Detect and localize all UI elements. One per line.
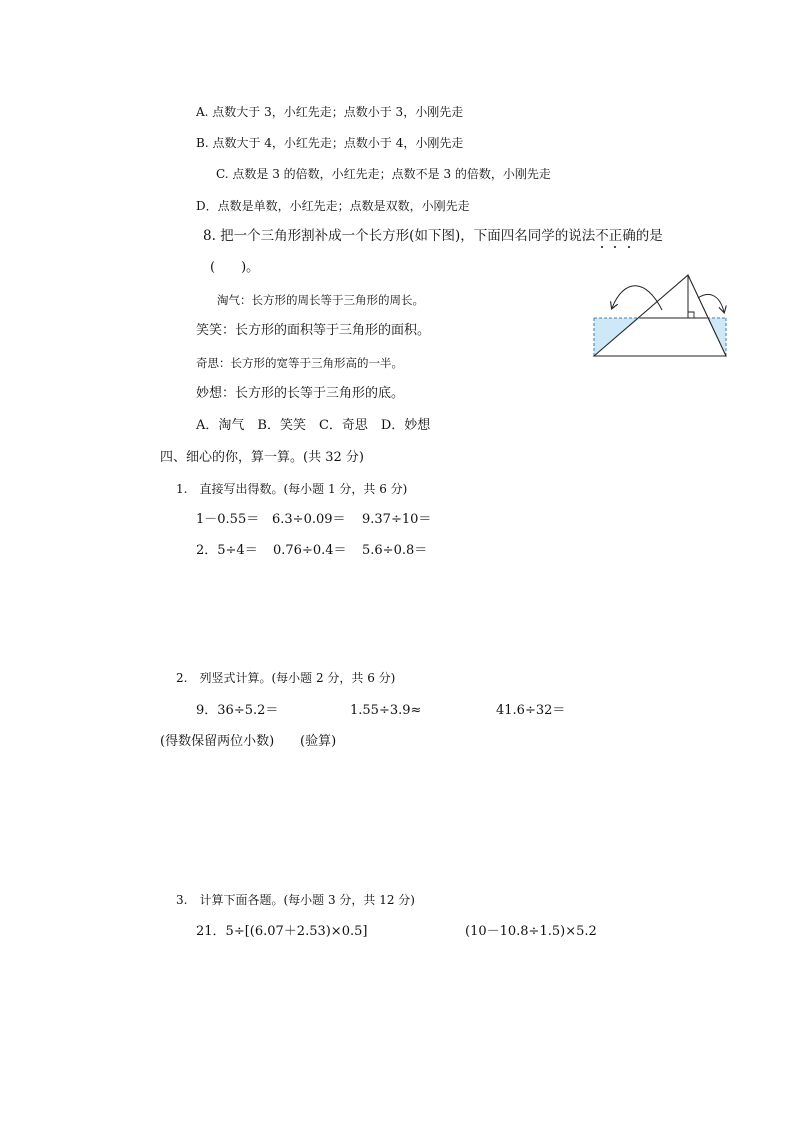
q8-answer-blank: ( )。: [210, 260, 260, 275]
p3-item-2: (10－10.8÷1.5)×5.2: [465, 924, 597, 939]
q7-option-b: B. 点数大于 4，小红先走；点数小于 4，小刚先走: [196, 136, 464, 150]
q8-statement-xiaoxiao: 笑笑：长方形的面积等于三角形的面积。: [196, 323, 431, 338]
q8-emphasis-char-2: 正: [608, 228, 623, 244]
p1-item-6: 5.6÷0.8＝: [362, 543, 428, 558]
p2-title: 2. 列竖式计算。(每小题 2 分，共 6 分): [176, 671, 396, 685]
p1-item-4: 2．5÷4＝: [196, 543, 258, 558]
left-rotation-arrow: [612, 286, 662, 310]
section4-title: 四、细心的你，算一算。(共 32 分): [160, 450, 364, 465]
p1-item-5: 0.76÷0.4＝: [273, 543, 347, 558]
q8-stem-before: 8. 把一个三角形割补成一个长方形(如下图)，下面四名同学的说法: [203, 228, 596, 244]
q8-statement-qisi: 奇思：长方形的宽等于三角形高的一半。: [196, 356, 403, 370]
q8-emphasis-char-3: 确: [622, 228, 636, 244]
p1-item-2: 6.3÷0.09＝: [272, 512, 346, 527]
p2-note-rounding: (得数保留两位小数): [160, 734, 275, 749]
p3-title: 3. 计算下面各题。(每小题 3 分，共 12 分): [176, 893, 415, 907]
right-rotation-arrow: [698, 294, 724, 312]
p1-item-3: 9.37÷10＝: [362, 512, 432, 527]
q8-choices: A．淘气 B．笑笑 C．奇思 D．妙想: [196, 418, 431, 433]
q7-option-d: D．点数是单数，小红先走；点数是双数，小刚先走: [196, 199, 470, 213]
q8-stem-after: 的是: [635, 228, 663, 244]
q8-statement-miaoxiang: 妙想：长方形的长等于三角形的底。: [196, 386, 405, 401]
q8-stem: [203, 228, 663, 244]
p2-item-2: 1.55÷3.9≈: [350, 703, 422, 718]
p1-title: 1. 直接写出得数。(每小题 1 分，共 6 分): [176, 482, 408, 496]
p1-item-1: 1－0.55＝: [196, 512, 260, 527]
triangle-rectangle-figure: [588, 268, 734, 364]
q8-emphasis-char-1: 不: [595, 228, 609, 244]
p3-item-1: 21．5÷[(6.07＋2.53)×0.5]: [196, 924, 368, 939]
q8-statement-taoqi: 淘气：长方形的周长等于三角形的周长。: [217, 293, 424, 307]
q7-option-c: C. 点数是 3 的倍数，小红先走；点数不是 3 的倍数，小刚先走: [216, 167, 551, 181]
p2-item-1: 9．36÷5.2＝: [196, 703, 279, 718]
triangle-outline: [594, 275, 726, 356]
p2-note-check: (验算): [300, 734, 337, 749]
p2-item-3: 41.6÷32＝: [496, 703, 566, 718]
q7-option-a: A. 点数大于 3，小红先走；点数小于 3，小刚先走: [196, 105, 464, 119]
